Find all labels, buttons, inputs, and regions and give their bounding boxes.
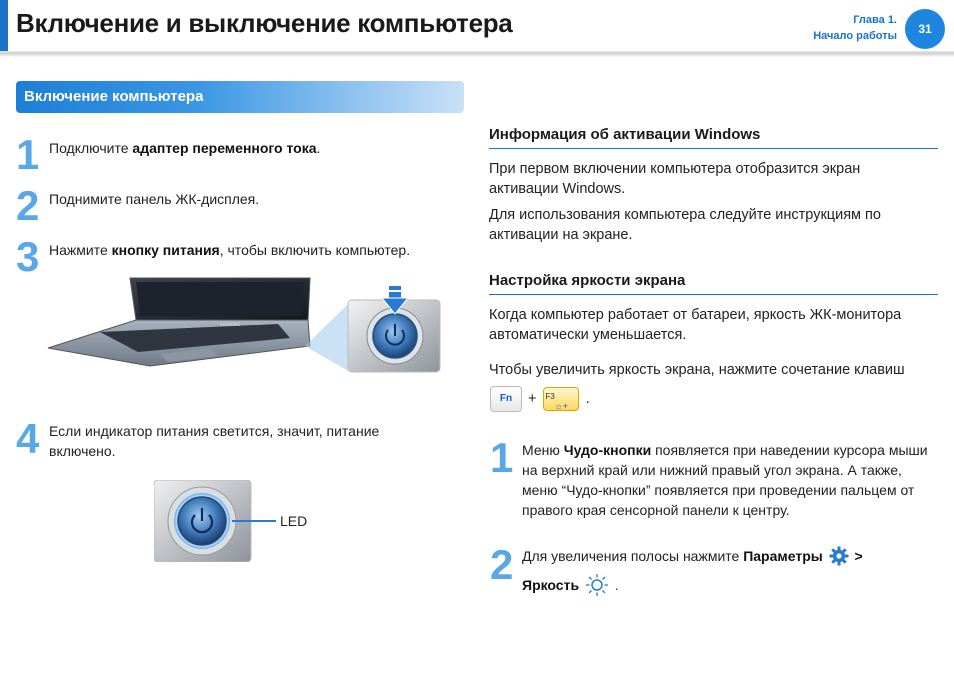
chapter-name: Начало работы xyxy=(813,30,897,42)
activation-paragraph-2: Для использования компьютера следуйте инструкциям по активации на экране. xyxy=(489,207,881,243)
led-label: LED xyxy=(280,513,308,529)
step-text-continued: Яркость . xyxy=(522,573,619,597)
gear-icon xyxy=(829,546,849,566)
chapter-number: Глава 1. xyxy=(853,14,897,26)
step-text: Подключите адаптер переменного тока. xyxy=(49,140,321,156)
page-number-badge: 31 xyxy=(905,9,945,49)
step-number: 2 xyxy=(16,182,40,229)
brightness-paragraph-1: Когда компьютер работает от батареи, яркость ЖК-монитора автоматически уменьшается. xyxy=(489,307,902,343)
brightness-icon xyxy=(584,573,610,597)
step-text: Нажмите кнопку питания, чтобы включить компьютер. xyxy=(49,242,411,258)
step-bold-term: адаптер переменного тока xyxy=(132,140,317,156)
laptop-brand: SAMSUNG xyxy=(220,322,241,327)
step-text: Меню Чудо-кнопки появляется при наведении курсора мыши на верхний край или нижний правый угол экрана. А также, меню “Чудо-кнопки” появляется при проведении пальцем от правого края сенсорной панели к центру. xyxy=(522,442,928,518)
step-text: Поднимите панель ЖК-дисплея. xyxy=(49,191,260,207)
fn-key: Fn xyxy=(490,386,522,412)
step-number: 3 xyxy=(16,233,40,280)
step-number: 1 xyxy=(16,131,40,178)
section-title: Включение компьютера xyxy=(24,88,204,105)
step-text: Если индикатор питания светится, значит, питание включено. xyxy=(49,423,380,459)
brightness-paragraph-2: Чтобы увеличить яркость экрана, нажмите сочетание клавиш xyxy=(489,362,905,378)
key-combination: Fn + F3 ☼+ . xyxy=(490,386,590,412)
header-accent-bar xyxy=(0,0,8,52)
heading-rule xyxy=(489,148,938,149)
brightness-term: Яркость xyxy=(522,577,580,593)
step-number: 2 xyxy=(490,541,514,588)
step-number: 4 xyxy=(16,415,40,462)
heading-rule xyxy=(489,294,938,295)
laptop-illustration xyxy=(40,276,445,396)
step-number: 1 xyxy=(490,434,514,481)
step-text: Для увеличения полосы нажмите Параметры > xyxy=(522,548,863,564)
step-bold-term: Чудо-кнопки xyxy=(563,442,652,458)
section-banner xyxy=(16,81,464,113)
activation-paragraph-1: При первом включении компьютера отобразится экран активации Windows. xyxy=(489,161,861,197)
brightness-heading: Настройка яркости экрана xyxy=(489,272,686,289)
chapter-label xyxy=(813,12,897,44)
header-divider xyxy=(0,51,954,57)
f3-brightness-key: F3 ☼+ xyxy=(543,387,579,411)
settings-term: Параметры xyxy=(743,548,823,564)
brightness-up-icon: ☼+ xyxy=(554,401,569,411)
page-title: Включение и выключение компьютера xyxy=(16,8,513,38)
step-bold-term: кнопку питания xyxy=(111,242,220,258)
activation-heading: Информация об активации Windows xyxy=(489,126,761,143)
